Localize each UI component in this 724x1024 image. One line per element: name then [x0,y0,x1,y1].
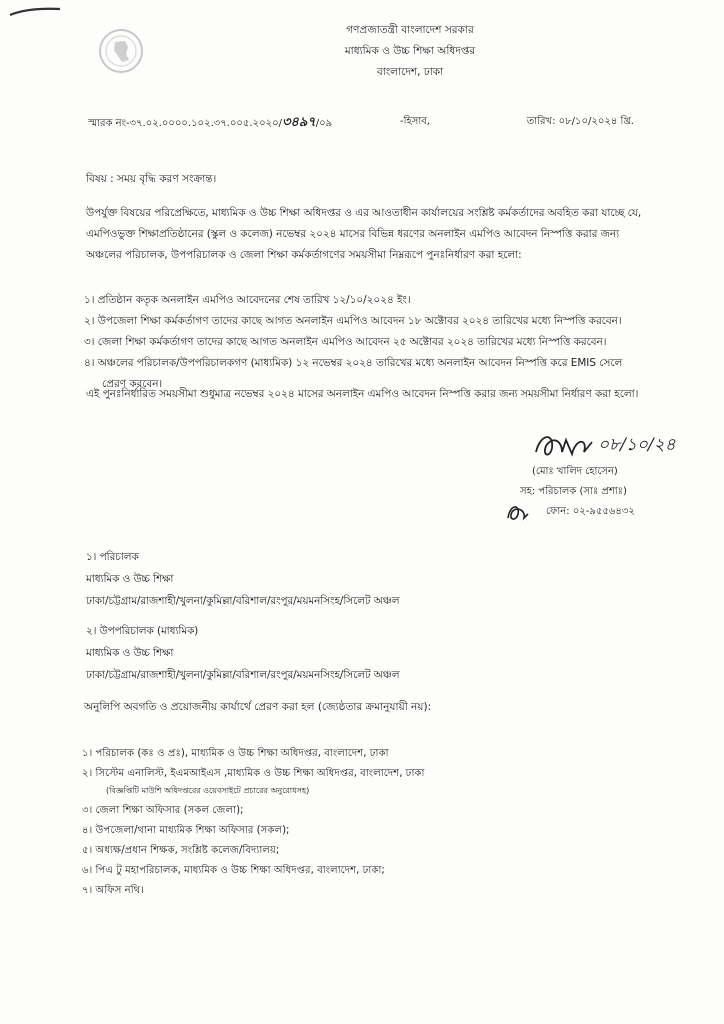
memo-date: তারিখ: ০৮/১০/২০২৪ খ্রি. [526,116,634,127]
memo-prefix: স্মারক নং-৩৭.০২.০০০০.১০২.৩৭.০০৫.২০২০/ [88,118,282,129]
list-item: ৭। অফিস নথি। [82,885,144,896]
signatory-name: (মোঃ খালিদ হোসেন) [532,466,618,477]
memo-number [88,113,332,134]
signatory-designation: সহ: পরিচালক (সাঃ প্রশাঃ) [520,486,627,497]
list-item-continuation: প্রেরণ করবেন। [102,378,163,390]
list-item: ৫। অধ্যক্ষ/প্রধান শিক্ষক, সংশ্লিষ্ট কলেজ/বিদ্যালয়; [82,845,280,856]
header-government: গণপ্রজাতন্ত্রী বাংলাদেশ সরকার [346,24,474,36]
recipient-regions: ঢাকা/চট্টগ্রাম/রাজশাহী/খুলনা/কুমিল্লা/বরিশাল/রংপুর/ময়মনসিংহ/সিলেট অঞ্চল [86,595,400,607]
scan-mark [8,6,62,18]
signature-block [520,462,700,522]
memo-suffix: /০৯ [315,118,333,129]
header-directorate: মাধ্যমিক ও উচ্চ শিক্ষা অধিদপ্তর [344,45,476,57]
signature-scrawl: ০৮/১০/২৪ [598,435,676,455]
schedule-list [84,290,664,395]
list-item: ৪। উপজেলা/থানা মাধ্যমিক শিক্ষা অফিসার (সকল); [82,825,290,836]
list-item: ৩। জেলা শিক্ষা কর্মকর্তাগণ তাদের কাছে আগত অনলাইন এমপিও আবেদন ২৫ অক্টোবর ২০২৪ তারিখের মধ্যে নিস্পত্তি করবেন। [84,336,607,348]
list-item: ৩। জেলা শিক্ষা অফিসার (সকল জেলা); [82,805,244,816]
closing-paragraph: এই পুনঃনির্ধারিত সময়সীমা শুধুমাত্র নভেম্বর ২০২৪ মাসের অনলাইন এমপিও আবেদন নিস্পত্তি করার জন্য সময়সীমা নির্ধারণ করা হলো। [86,388,639,400]
intro-paragraph: উপর্যুক্ত বিষয়ের পরিপ্রেক্ষিতে, মাধ্যমিক ও উচ্চ শিক্ষা অধিদপ্তর ও এর আওতাধীন কার্যালয়ের সংশ্লিষ্ট কর্মকর্তাদের অবহিত করা যাচ্ছে যে, এমপিওভুক্ত শিক্ষাপ্রতিষ্ঠানের (স্কুল ও কলেজ) নভেম্বর ২০২৪ মাসের বিভিন্ন ধরণের অনলাইন এমপিও আবেদন নিস্পত্তি করার জন্য অঞ্চলের পরিচালক, উপপরিচালক ও জেলা শিক্ষা কর্মকর্তাগণের সময়সীমা নিম্নরূপে পুনঃনির্ধারণ করা হলো: [86,207,642,261]
initial-mark [504,500,530,524]
signature-image [532,428,712,464]
list-item: ২। সিস্টেম এনালিস্ট, ইএমআইএস ,মাধ্যমিক ও উচ্চ শিক্ষা অধিদপ্তর, বাংলাদেশ, ঢাকা [82,768,425,779]
list-item-note: (বিজ্ঞপ্তিটি মাউশি অধিদপ্তরের ওয়েবসাইটে প্রচারের অনুরোধসহ) [106,786,310,795]
recipient-regions: ঢাকা/চট্টগ্রাম/রাজশাহী/খুলনা/কুমিল্লা/বরিশাল/রংপুর/ময়মনসিংহ/সিলেট অঞ্চল [86,669,400,681]
list-item: ৪। অঞ্চলের পরিচালক/উপপরিচালকগণ (মাধ্যমিক) ১২ নভেম্বর ২০২৪ তারিখের মধ্যে অনলাইন আবেদন নিস্পত্তি করে EMIS সেলে [84,357,623,369]
government-emblem-icon [98,28,144,74]
recipient-title: ২। উপপরিচালক (মাধ্যমিক) [86,625,199,637]
list-item: ১। প্রতিষ্ঠান কতৃক অনলাইন এমপিও আবেদনের শেষ তারিখ ১২/১০/২০২৪ ইং। [84,294,411,306]
recipient-title: ১। পরিচালক [86,551,139,563]
recipient-office: মাধ্যমিক ও উচ্চ শিক্ষা [86,647,174,659]
copy-distribution-title: অনুলিপি অবগতি ও প্রয়োজনীয় কার্যার্থে প্রেরণ করা হল (জ্যেষ্ঠতার ক্রমানুযায়ী নয়): [84,701,432,713]
recipient-office: মাধ্যমিক ও উচ্চ শিক্ষা [86,573,174,585]
copy-distribution-list [82,744,424,901]
memo-handwritten-number: ৩৪৯৭ [281,115,316,130]
letterhead [250,20,570,83]
list-item: ৬। পিএ টু মহাপরিচালক, মাধ্যমিক ও উচ্চ শিক্ষা অধিদপ্তর, বাংলাদেশ, ঢাকা; [82,865,385,876]
subject-line: বিষয় : সময় বৃদ্ধি করণ সংক্রান্ত। [86,173,217,185]
signatory-phone: ফোন: ০২-৯৫৫৬৪৩২ [546,506,635,517]
recipient-block [86,620,399,686]
header-location: বাংলাদেশ, ঢাকা [376,66,444,78]
memo-section: -হিসাব, [400,116,430,127]
list-item: ২। উপজেলা শিক্ষা কর্মকর্তাগণ তাদের কাছে আগত অনলাইন এমপিও আবেদন ১৮ অক্টোবর ২০২৪ তারিখের মধ্যে নিস্পত্তি করবেন। [84,315,622,327]
list-item: ১। পরিচালক (কঃ ও প্রঃ), মাধ্যমিক ও উচ্চ শিক্ষা অধিদপ্তর, বাংলাদেশ, ঢাকা [82,748,389,759]
recipient-block [86,546,399,612]
